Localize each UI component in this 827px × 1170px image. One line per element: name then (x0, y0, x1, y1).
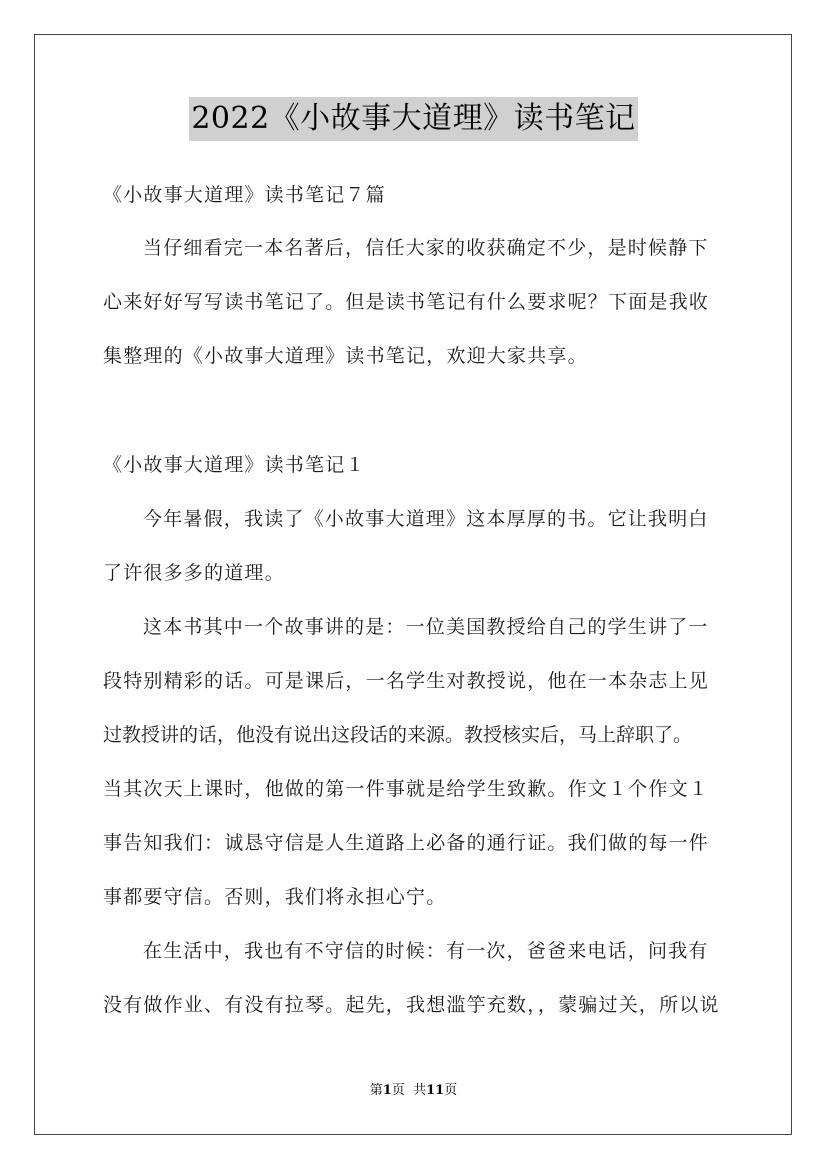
subtitle: 《小故事大道理》读书笔记７篇 (103, 184, 386, 206)
paragraph-line: 这本书其中一个故事讲的是：一位美国教授给自己的学生讲了一 (143, 616, 709, 638)
paragraph-line: 段特别精彩的话。可是课后，一名学生对教授说，他在一本杂志上见 (103, 670, 710, 692)
footer-page-prefix: 第 (369, 1083, 383, 1098)
paragraph-line: 当其次天上课时，他做的第一件事就是给学生致歉。作文１个作文１ (103, 778, 710, 800)
paragraph-line: 了许很多多的道理。 (103, 562, 285, 584)
intro-line: 集整理的《小故事大道理》读书笔记，欢迎大家共享。 (103, 345, 588, 367)
paragraph-line: 事告知我们：诚恳守信是人生道路上必备的通行证。我们做的每一件 (103, 832, 710, 854)
page-footer (0, 1082, 827, 1100)
paragraph-line: 没有做作业、有没有拉琴。起先，我想滥竽充数，，蒙骗过关，所以说 (103, 994, 720, 1016)
footer-total-pages: 11 (426, 1083, 445, 1098)
footer-page-number: 1 (382, 1083, 392, 1098)
paragraph-line: 在生活中，我也有不守信的时候：有一次，爸爸来电话，问我有 (143, 940, 709, 962)
intro-line: 当仔细看完一本名著后，信任大家的收获确定不少，是时候静下 (143, 237, 709, 259)
intro-line: 心来好好写写读书笔记了。但是读书笔记有什么要求呢？下面是我收 (103, 291, 710, 313)
footer-total-suffix: 页 (444, 1083, 458, 1098)
paragraph-line: 过教授讲的话，他没有说出这段话的来源。教授核实后，马上辞职了。 (103, 724, 693, 746)
title-wrapper (0, 97, 827, 141)
document-title: 2022《小故事大道理》读书笔记 (189, 97, 637, 141)
footer-page-suffix: 页 (391, 1083, 405, 1098)
footer-total-prefix: 共 (413, 1083, 427, 1098)
paragraph-line: 事都要守信。否则，我们将永担心宁。 (103, 886, 447, 908)
paragraph-line: 今年暑假，我读了《小故事大道理》这本厚厚的书。它让我明白 (143, 508, 709, 530)
section-heading: 《小故事大道理》读书笔记１ (103, 454, 366, 476)
